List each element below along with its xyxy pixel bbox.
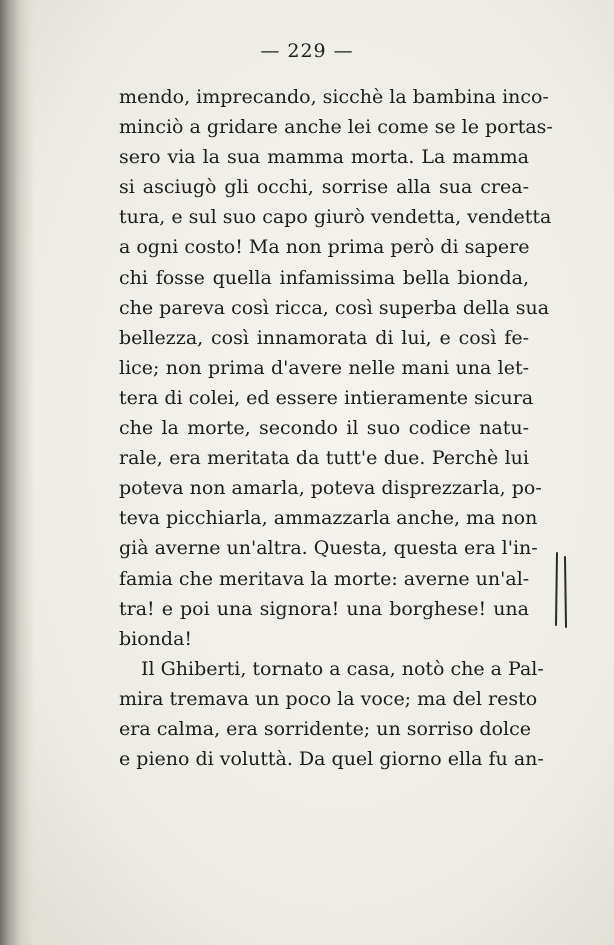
- text-line: tura, e sul suo capo giurò vendetta, vendetta: [119, 206, 552, 229]
- text-line: e pieno di voluttà. Da quel giorno ella fu an-: [119, 748, 544, 771]
- page-number: — 229 —: [260, 40, 354, 62]
- text-line: che la morte, secondo il suo codice natu-: [119, 417, 529, 440]
- text-line: bellezza, così innamorata di lui, e così fe-: [119, 326, 529, 349]
- text-line: già averne un'altra. Questa, questa era l'in-: [119, 537, 538, 560]
- text-line: tera di colei, ed essere intieramente sicura: [119, 386, 534, 409]
- text-line: famia che meritava la morte: averne un'al-: [119, 567, 530, 590]
- text-line: si asciugò gli occhi, sorrise alla sua crea-: [119, 176, 529, 199]
- text-line: a ogni costo! Ma non prima però di sapere: [119, 236, 530, 259]
- text-line: bionda!: [119, 627, 193, 650]
- text-line: poteva non amarla, poteva disprezzarla, po-: [119, 477, 542, 500]
- body-text: [119, 82, 553, 774]
- text-line: chi fosse quella infamissima bella bionda,: [119, 266, 529, 289]
- text-line: teva picchiarla, ammazzarla anche, ma non: [119, 507, 538, 530]
- text-line: lice; non prima d'avere nelle mani una let-: [119, 356, 529, 379]
- text-line: che pareva così ricca, così superba della sua: [119, 296, 550, 319]
- text-line: Il Ghiberti, tornato a casa, notò che a Pal-: [141, 657, 544, 680]
- text-line: mira tremava un poco la voce; ma del resto: [119, 687, 538, 710]
- text-line: mendo, imprecando, sicchè la bambina inco-: [119, 86, 549, 108]
- text-line: tra! e poi una signora! una borghese! una: [119, 597, 529, 620]
- book-spine-shadow: [0, 0, 34, 945]
- margin-pencil-mark: [553, 551, 569, 629]
- text-line: minciò a gridare anche lei come se le portas-: [119, 116, 553, 139]
- text-line: sero via la sua mamma morta. La mamma: [119, 146, 529, 169]
- text-line: rale, era meritata da tutt'e due. Perchè lui: [119, 447, 529, 470]
- text-line: era calma, era sorridente; un sorriso dolce: [119, 717, 531, 740]
